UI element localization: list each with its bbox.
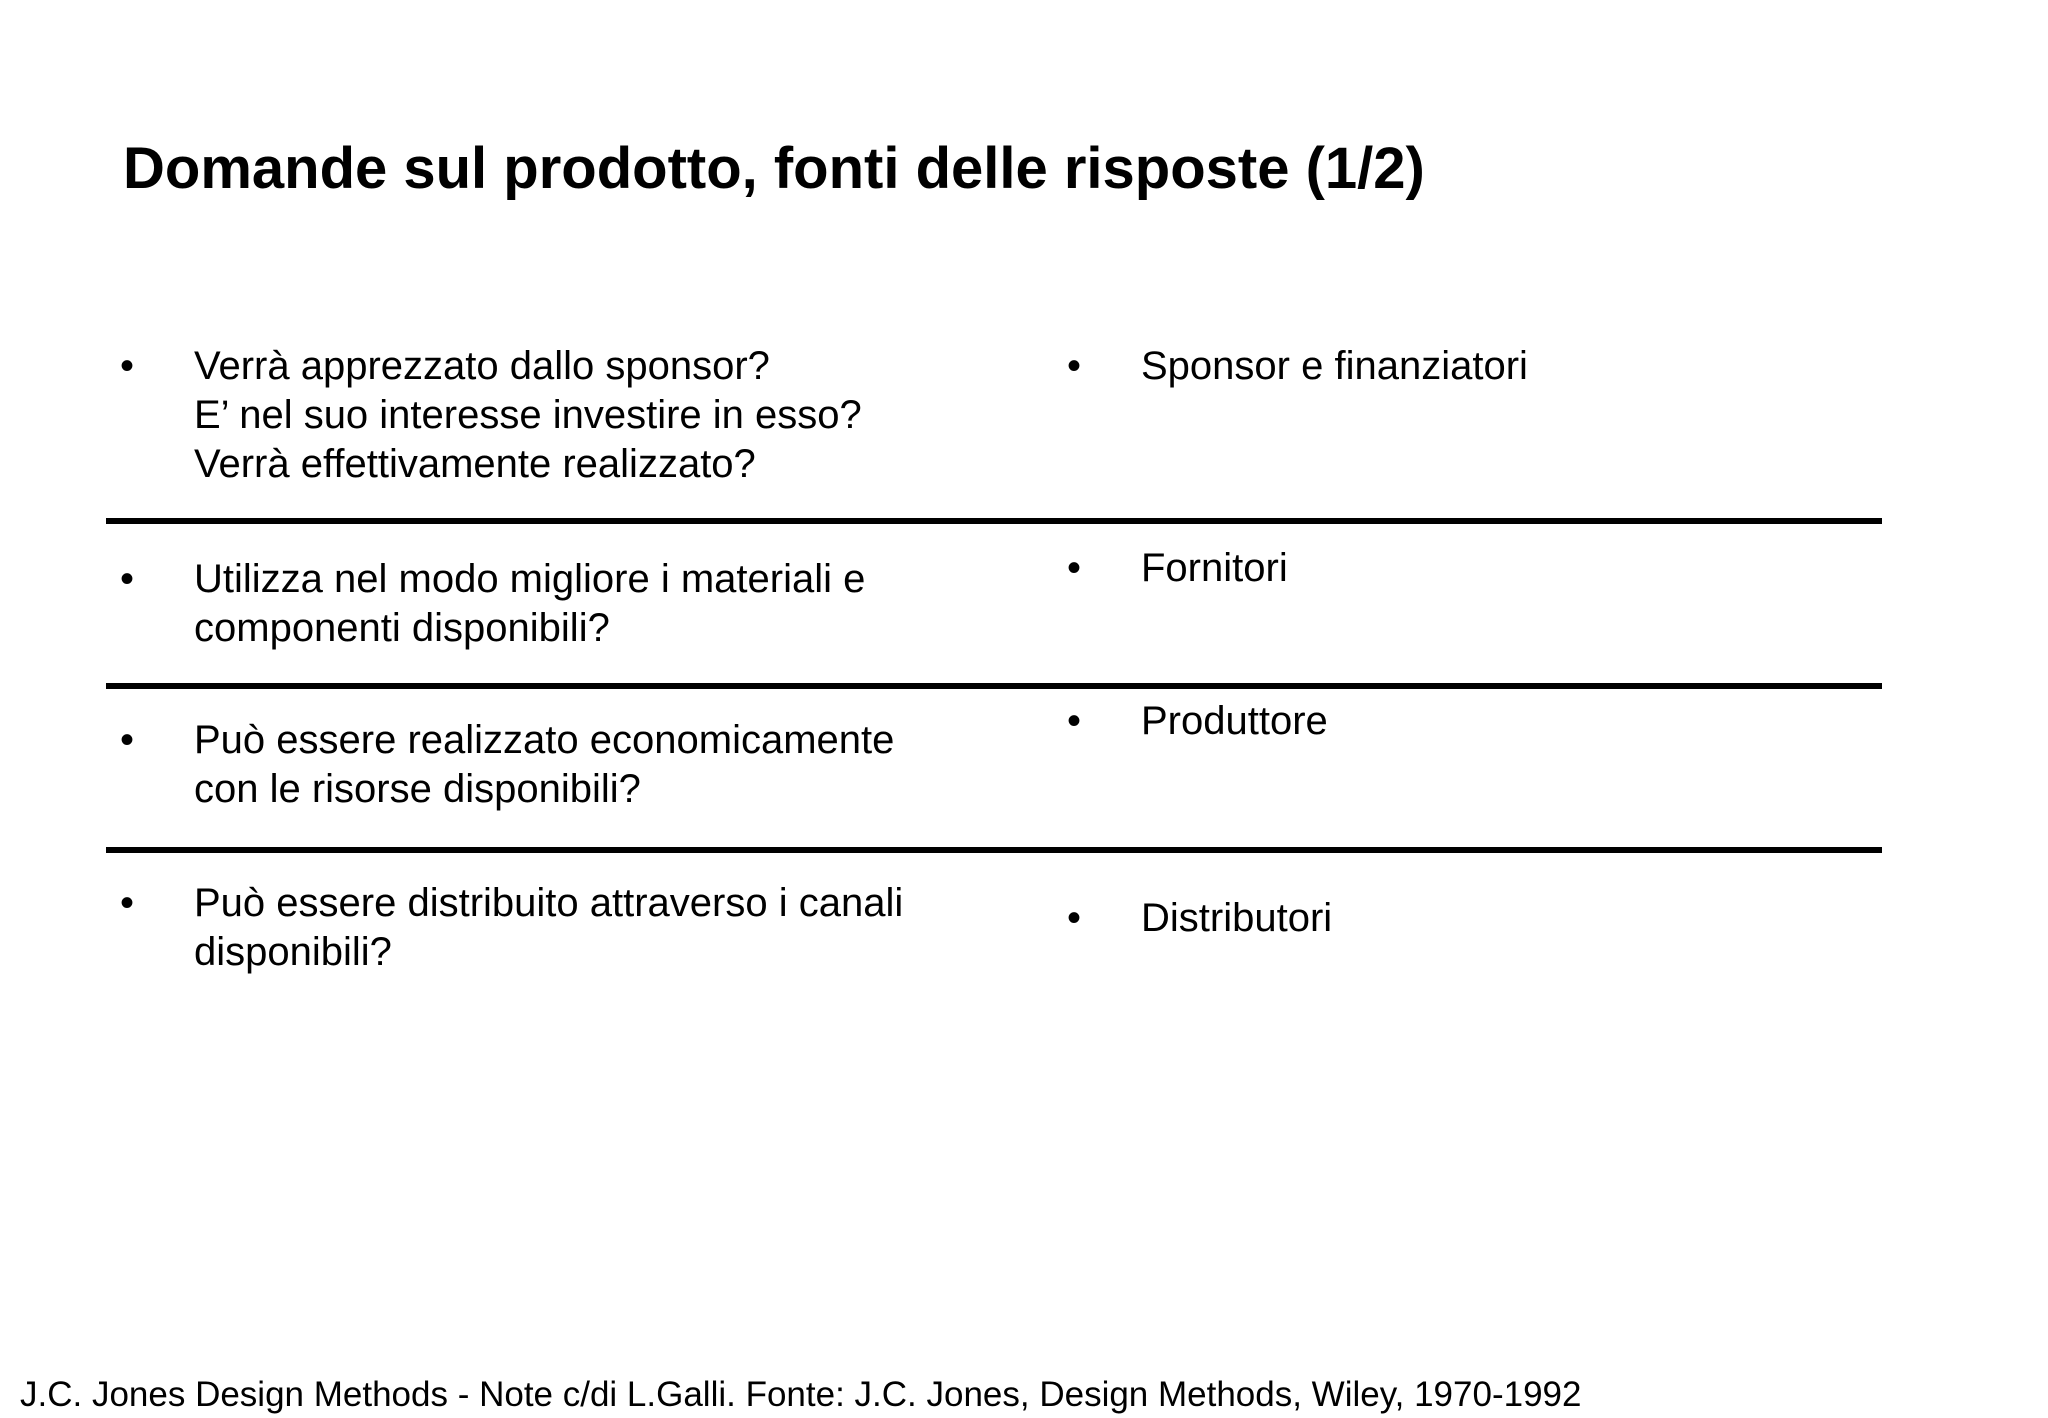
row-divider — [106, 518, 1882, 524]
row-divider — [106, 683, 1882, 689]
source-text: Distributori — [1141, 896, 1333, 940]
source-text: Produttore — [1141, 699, 1328, 743]
bullet-icon: • — [120, 881, 135, 925]
source-text: Fornitori — [1141, 546, 1288, 590]
source-text: Sponsor e finanziatori — [1141, 344, 1528, 388]
question-text: Può essere realizzato economicamente con le risorse disponibili? — [194, 718, 895, 811]
bullet-icon: • — [120, 718, 135, 762]
bullet-icon: • — [1067, 546, 1082, 590]
question-text: Verrà apprezzato dallo sponsor? E’ nel suo interesse investire in esso? Verrà effettivamente realizzato? — [194, 344, 862, 486]
question-text: Può essere distribuito attraverso i canali disponibili? — [194, 881, 904, 974]
row-divider — [106, 847, 1882, 853]
bullet-icon: • — [1067, 344, 1082, 388]
question-text: Utilizza nel modo migliore i materiali e componenti disponibili? — [194, 557, 866, 650]
bullet-icon: • — [1067, 699, 1082, 743]
slide-title: Domande sul prodotto, fonti delle risposte (1/2) — [123, 136, 1425, 201]
bullet-icon: • — [120, 557, 135, 601]
footer-citation: J.C. Jones Design Methods - Note c/di L.Galli. Fonte: J.C. Jones, Design Methods, Wiley, 1970-1992 — [20, 1375, 1582, 1414]
bullet-icon: • — [120, 344, 135, 388]
bullet-icon: • — [1067, 896, 1082, 940]
